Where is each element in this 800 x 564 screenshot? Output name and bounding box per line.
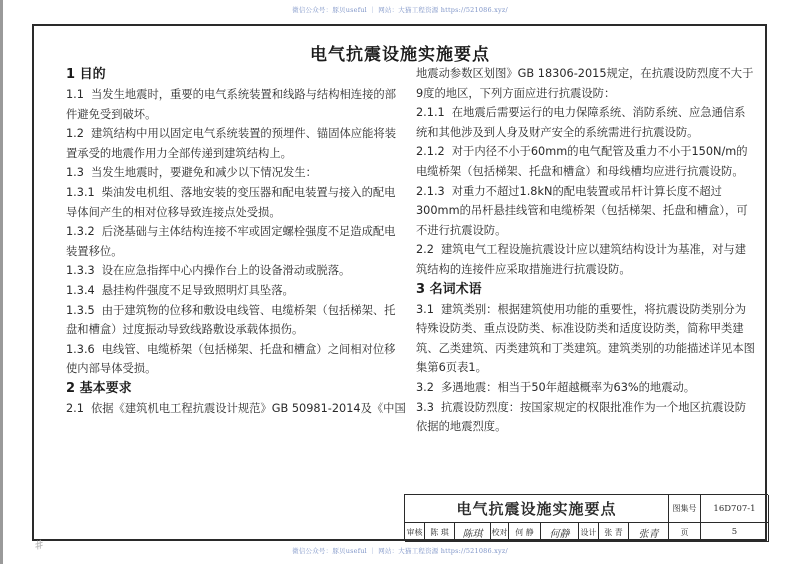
clause-number: 3.2 bbox=[416, 380, 434, 394]
page-title: 电气抗震设施实施要点 bbox=[310, 45, 490, 65]
clause-paragraph bbox=[66, 261, 406, 281]
left-text-column bbox=[66, 65, 406, 419]
review-label: 审核 bbox=[405, 523, 425, 542]
pen-mark-decoration: # bbox=[32, 536, 46, 554]
clause-text: 地震动参数区划图》GB 18306-2015规定，在抗震设防烈度不大于9度的地区，下列方面应进行抗震设防： bbox=[416, 67, 754, 100]
clause-paragraph bbox=[416, 103, 756, 142]
clause-paragraph bbox=[416, 182, 756, 241]
page-number: 5 bbox=[701, 523, 769, 542]
clause-text: 抗震设防烈度：按国家规定的权限批准作为一个地区抗震设防依据的地震烈度。 bbox=[416, 400, 746, 434]
title-block-title: 电气抗震设施实施要点 bbox=[405, 495, 669, 523]
watermark-top: 微信公众号：豚贝useful ｜ 网站：大猫工程资源 https://521086.xyz/ bbox=[292, 6, 508, 14]
page-label: 页 bbox=[669, 523, 701, 542]
right-text-column bbox=[416, 64, 756, 437]
clause-number: 1.3.4 bbox=[66, 283, 95, 297]
clause-paragraph bbox=[416, 64, 756, 103]
clause-paragraph bbox=[66, 340, 406, 379]
clause-number: 1.2 bbox=[66, 127, 84, 141]
clause-text: 柴油发电机组、落地安装的变压器和配电装置与接入的配电导体间产生的相对位移导致连接点处受损。 bbox=[66, 185, 396, 219]
atlas-number-value: 16D707-1 bbox=[701, 495, 769, 523]
clause-paragraph bbox=[66, 222, 406, 261]
clause-number: 1.3.1 bbox=[66, 185, 95, 199]
clause-text: 建筑电气工程设施抗震设计应以建筑结构设计为基准，对与建筑结构的连接件应采取措施进行抗震设防。 bbox=[416, 243, 746, 276]
reviewer-name: 陈 琪 bbox=[425, 523, 455, 542]
clause-number: 2.2 bbox=[416, 243, 434, 257]
clause-text: 后浇基础与主体结构连接不牢或固定螺栓强度不足造成配电装置移位。 bbox=[66, 225, 396, 258]
designer-signature: 张青 bbox=[629, 523, 669, 542]
clause-text: 当发生地震时，要避免和减少以下情况发生： bbox=[90, 166, 317, 180]
clause-number: 2.1.3 bbox=[416, 184, 445, 198]
clause-paragraph bbox=[416, 142, 756, 181]
atlas-number-label: 图集号 bbox=[669, 495, 701, 523]
section-heading: 1 目的 bbox=[66, 67, 106, 82]
title-block bbox=[404, 494, 768, 541]
checker-signature: 何静 bbox=[541, 523, 579, 542]
design-label: 设计 bbox=[579, 523, 599, 542]
clause-text: 当发生地震时，重要的电气系统装置和线路与结构相连接的部件避免受到破坏。 bbox=[66, 88, 396, 121]
clause-number: 1.3.3 bbox=[66, 264, 95, 278]
clause-number: 2.1.2 bbox=[416, 145, 445, 159]
clause-paragraph bbox=[66, 85, 406, 124]
clause-number: 1.3.5 bbox=[66, 303, 95, 317]
clause-number: 1.3 bbox=[66, 166, 84, 180]
reviewer-signature: 陈琪 bbox=[455, 523, 491, 542]
clause-paragraph bbox=[66, 281, 406, 301]
clause-paragraph bbox=[416, 378, 756, 398]
clause-text: 建筑类别：根据建筑使用功能的重要性，将抗震设防类别分为特殊设防类、重点设防类、标准设防类和适度设防类，简称甲类建筑、乙类建筑、丙类建筑和丁类建筑。建筑类别的功能描述详见本图集第6页表1。 bbox=[416, 302, 755, 375]
section-heading: 2 基本要求 bbox=[66, 380, 132, 396]
clause-text: 电线管、电缆桥架（包括梯架、托盘和槽盒）之间相对位移使内部导体受损。 bbox=[66, 342, 396, 376]
designer-name: 张 青 bbox=[599, 523, 629, 542]
clause-number: 3.1 bbox=[416, 302, 434, 316]
clause-number: 1.1 bbox=[66, 88, 84, 101]
checker-name: 何 静 bbox=[509, 523, 541, 542]
clause-number: 1.3.6 bbox=[66, 342, 95, 356]
clause-number: 1.3.2 bbox=[66, 225, 95, 239]
clause-paragraph bbox=[66, 124, 406, 163]
clause-text: 由于建筑物的位移和敷设电线管、电缆桥架（包括梯架、托盘和槽盒）过度振动导致线路敷设承载体损伤。 bbox=[66, 303, 396, 337]
clause-number: 2.1 bbox=[66, 401, 84, 415]
clause-paragraph bbox=[66, 183, 406, 222]
clause-paragraph bbox=[416, 300, 756, 378]
clause-text: 多遇地震：相当于50年超越概率为63%的地震动。 bbox=[440, 380, 696, 394]
check-label: 校对 bbox=[491, 523, 509, 542]
clause-text: 对重力不超过1.8kN的配电装置或吊杆计算长度不超过300mm的吊杆悬挂线管和电缆桥架（包括梯架、托盘和槽盒），可不进行抗震设防。 bbox=[416, 184, 748, 237]
clause-paragraph bbox=[416, 398, 756, 437]
clause-text: 对于内径不小于60mm的电气配管及重力不小于150N/m的电缆桥架（包括梯架、托盘和槽盒）和母线槽均应进行抗震设防。 bbox=[416, 145, 748, 178]
clause-text: 建筑结构中用以固定电气系统装置的预埋件、锚固体应能将装置承受的地震作用力全部传递到建筑结构上。 bbox=[66, 127, 396, 160]
clause-text: 悬挂构件强度不足导致照明灯具坠落。 bbox=[101, 283, 294, 297]
clause-paragraph bbox=[66, 163, 406, 183]
clause-paragraph bbox=[66, 399, 406, 419]
clause-paragraph bbox=[416, 240, 756, 279]
clause-text: 依据《建筑机电工程抗震设计规范》GB 50981-2014及《中国 bbox=[90, 401, 406, 415]
clause-number: 3.3 bbox=[416, 400, 434, 414]
section-heading: 3 名词术语 bbox=[416, 281, 482, 297]
clause-text: 设在应急指挥中心内操作台上的设备滑动或脱落。 bbox=[101, 264, 351, 278]
watermark-bottom: 微信公众号：豚贝useful ｜ 网站：大猫工程资源 https://521086.xyz/ bbox=[292, 547, 508, 555]
clause-paragraph bbox=[66, 301, 406, 340]
clause-number: 2.1.1 bbox=[416, 106, 445, 120]
clause-text: 在地震后需要运行的电力保障系统、消防系统、应急通信系统和其他涉及到人身及财产安全的系统需进行抗震设防。 bbox=[416, 106, 746, 139]
scan-edge-shadow bbox=[0, 0, 3, 564]
